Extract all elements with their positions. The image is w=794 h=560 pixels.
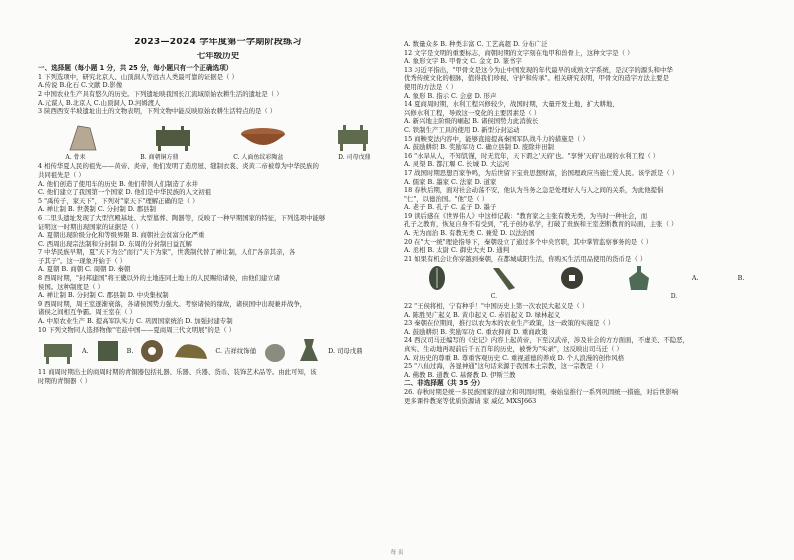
round-square-hole-coin-image bbox=[558, 264, 586, 292]
option-label: B. 商朝铜方鼎 bbox=[140, 153, 179, 161]
question-line: A. 无为而治 B. 有教无类 C. 兼爱 D. 以法治国 bbox=[404, 229, 535, 238]
jade-plate-image bbox=[93, 337, 123, 365]
painted-pottery-basin-image bbox=[238, 122, 288, 152]
option-label: C. 吉祥纹饰俑 bbox=[215, 346, 257, 355]
question-line: 子其子"。这一现象开始于（ ） bbox=[38, 256, 127, 265]
question-line: 14 夏商周时期，水利工程兴修较少，战国时期，大量开发土地，扩大耕地， bbox=[404, 100, 619, 109]
right-column bbox=[404, 40, 764, 405]
wine-vessel-image bbox=[294, 337, 324, 365]
question-line: C. 西周出现宗法制和分封制 D. 东周的分封制日益瓦解 bbox=[38, 239, 192, 248]
question-line: A. 鼓励耕织 B. 奖励军功 C. 重农抑商 D. 重商政策 bbox=[404, 327, 548, 336]
question-line: 3 陕西西安半坡遗址出土的文物表明，下列文物中能反映原始农耕生活特点的是（ ） bbox=[38, 107, 277, 116]
round-artifact-image bbox=[137, 337, 167, 365]
question-line: 18 春秋后期，面对社会动荡不安，他认为当务之急是处理好人与人之间的关系，为此他提倡 bbox=[404, 186, 664, 195]
option-label: B. bbox=[126, 346, 134, 355]
question-line: A. 夏朝 B. 商朝 C. 周朝 D. 秦朝 bbox=[38, 265, 131, 274]
option-label: D. 司母戊鼎 bbox=[328, 346, 363, 355]
question-line: A. 佛教 B. 道教 C. 基督教 D. 伊斯兰教 bbox=[404, 370, 516, 379]
question-line: A. 中原农业生产 B. 提高军队实力 C. 巩固国家统治 D. 加强封建专制 bbox=[38, 317, 233, 326]
question-line: 26. 春秋时期是统一多民族国家的建立和巩固时期，秦始皇推行一系列巩固统一措施，对后世影响 bbox=[404, 387, 679, 396]
question-line: A. 鼓励耕织 B. 奖励军功 C. 确立县制 D. 废除井田制 bbox=[404, 143, 554, 152]
question-line: 15 商鞅变法内容中，能够直接提高秦国军队战斗力的措施是（ ） bbox=[404, 134, 589, 143]
option-label: D. bbox=[670, 293, 678, 301]
question-line: 6 二里头遗址发现了大型宫殿基址、大型墓葬、陶器等，反映了一种早期国家的特征，下列选项中能够 bbox=[38, 213, 326, 222]
question-line: A. 灵渠 B. 都江堰 C. 长城 D. 大运河 bbox=[404, 160, 510, 169]
question-line: A. 儒家 B. 墨家 C. 法家 D. 道家 bbox=[404, 177, 497, 186]
exam-subtitle: 七年级历史 bbox=[196, 51, 240, 61]
question-line: 优秀传统文化的根脉，值得我们珍视、守护和传承"。相关研究表明，甲骨文的造字方法主要是 bbox=[404, 74, 669, 83]
question-line: 22 "王侯将相，宁有种乎！"中国历史上第一次农民大起义是（ ） bbox=[404, 302, 589, 311]
question-line: 19 读后感在《世界伟人》中这样记载："教育家之主张有教无类，为当时一种社会，而 bbox=[404, 211, 648, 220]
question-line: C. 铁制生产工具的使用 D. 新型分封运动 bbox=[404, 125, 520, 134]
q3-artifacts bbox=[38, 118, 398, 152]
bronze-ding-image bbox=[38, 337, 78, 365]
knife-coin-image bbox=[489, 264, 519, 292]
page-footer: 每 页 bbox=[390, 550, 404, 556]
question-line: 17 战国时期思想百家争鸣，为后世留下宝贵思想财富，治国理政应当施仁爱人民。该学派是（ ） bbox=[404, 168, 679, 177]
figurine-image bbox=[260, 337, 290, 365]
question-line: A. 禅让制 B. 分封制 C. 郡县制 D. 中央集权制 bbox=[38, 291, 169, 300]
question-line: 孔子之教育，恢复自身不有受到，"孔子创办私学，打破了贵族和王室垄断教育的局面，主张（ ） bbox=[404, 220, 678, 229]
question-line: A. 丞相 B. 太尉 C. 御史大夫 D. 通判 bbox=[404, 246, 510, 255]
question-line: 共同祖先是（ ） bbox=[38, 170, 85, 179]
option-label: A. 骨耒 bbox=[65, 153, 86, 161]
q3-labels bbox=[38, 154, 398, 163]
question-line: 8 西周时期，"封邦建国"将王畿以外的土地连同土地上的人民赐给诸侯，由他们建立诸 bbox=[38, 274, 281, 283]
question-line: A. 对历史的尊重 B. 尊重客观历史 C. 重视道德的养成 D. 个人浪漫的创作风格 bbox=[404, 353, 625, 362]
question-line: 4 相传华夏人民的祖先——黄帝、炎帝，他们发明了造房屋、缝制衣裳、炎黄二帝被尊为中华民族的 bbox=[38, 162, 319, 171]
option-label: A. bbox=[691, 274, 699, 283]
question-line: A. 禅让制 B. 世袭制 C. 分封制 D. 郡县制 bbox=[38, 205, 156, 214]
question-line: A. 象形文字 B. 甲骨文 C. 金文 D. 篆书字 bbox=[404, 57, 522, 66]
question-line: "仁"，以德治国。"他"是（ ） bbox=[404, 194, 489, 203]
section2-heading: 二、非选择题（共 35 分） bbox=[404, 379, 484, 388]
question-line: 5 "禹传子，家天下"，下列对"家天下"理解正确的是（ ） bbox=[38, 196, 199, 205]
shell-coin-image bbox=[424, 264, 450, 292]
q21-coins bbox=[404, 263, 764, 293]
question-line: 10 下列文物同人选择物像"宅兹中国——夏商周三代文明展"的是（ ） bbox=[38, 325, 236, 334]
question-line: 7 中华民族早期，夏"天下为公"而行"天下为家"，世袭制代替了禅让制，人们"各亲其亲，各 bbox=[38, 248, 296, 257]
spade-coin-image bbox=[625, 264, 653, 292]
question-line: 真实、生动地再现前后千五百年的历史，被誉为"实录"，这反映出司马迁（ ） bbox=[404, 345, 623, 353]
question-line: A.传说 B.化石 C.文献 D.影像 bbox=[38, 81, 123, 90]
question-line: 2 中国农业生产具有悠久的历史。下列遗址映我国长江流域原始农耕生活的遗址是（ ） bbox=[38, 89, 283, 98]
question-line: 12 文字是文明的重要标志，商朝时期的文字刻在龟甲和兽骨上，这种文字是（ ） bbox=[404, 48, 634, 57]
question-line: 使用的方法是（ ） bbox=[404, 82, 458, 91]
exam-title: 2023—2024 学年度第一学期阶段练习 bbox=[134, 38, 302, 47]
question-line: 11 商周时期出土的商周时期的青铜器包括礼器、乐器、兵器、货币、装饰艺术品等。由此可知，该 bbox=[38, 368, 317, 377]
option-label: A. bbox=[82, 346, 89, 355]
question-line: C. 他们建立了我国第一个国家 D. 他们是中华民族的人文初祖 bbox=[38, 188, 212, 197]
left-column bbox=[38, 38, 398, 385]
question-line: 20 在"大一统"理论指导下，秦朝设立了通过多个中央官职，其中掌管监察事务的是（ ） bbox=[404, 237, 653, 246]
bronze-square-vessel-image bbox=[148, 122, 198, 152]
question-line: A. 老子 B. 孔子 C. 孟子 D. 墨子 bbox=[404, 203, 497, 212]
question-line: A. 象形 B. 指示 C. 会意 D. 形声 bbox=[404, 91, 497, 100]
bone-tool-image bbox=[58, 122, 108, 152]
question-line: 兴修水利工程，导致这一变化的主要因素是（ ） bbox=[404, 108, 541, 117]
option-label: C. 人面鱼纹彩陶盆 bbox=[233, 153, 284, 161]
question-line: 侯国。这种制度是（ ） bbox=[38, 282, 104, 291]
question-line: A. 新兴地主阶级的崛起 B. 诸侯国势力此消彼长 bbox=[404, 117, 539, 126]
question-line: A.元谋人 B.北京人 C.山顶洞人 D.河姆渡人 bbox=[38, 98, 161, 107]
q21-labels bbox=[404, 293, 764, 302]
question-line: A. 他们创造了使用车的历史 B. 他们带领人们制造了水井 bbox=[38, 179, 199, 188]
question-line: 16 "水旱从人，不知饥馑，时无荒年，天下谓之'天府'也。"享誉'天府'出现的水利工程（ ） bbox=[404, 151, 660, 160]
question-line: 21 如果有机会让你穿越到秦朝，在都城咸阳生活，你购买生活用品使用的货币是（ ） bbox=[404, 254, 647, 263]
question-line: 诸侯之间相互争霸。周王室在（ ） bbox=[38, 308, 136, 317]
question-line: 9 西周时期，周王室逐渐衰落，各诸侯国势力强大。考察诸侯的缘故，诸侯国中出现兼并战争， bbox=[38, 299, 307, 308]
bronze-ding-image bbox=[328, 122, 378, 152]
question-line: 证明这一时期出现国家的证据是（ ） bbox=[38, 222, 143, 231]
question-line: 24 西汉司马迁编写的《史记》内容上起黄帝，下至汉武帝，涉及社会的方方面面，不虚美、不隐恶， bbox=[404, 336, 689, 345]
question-line: 更多课件教案等优质资源请 家 威亿 MXSJ663 bbox=[404, 396, 537, 405]
question-line: 23 秦朝在位期间，推行以农为本的农业生产政策，这一政策的实施是（ ） bbox=[404, 319, 615, 328]
option-label: C. bbox=[490, 293, 498, 301]
question-line: A. 夏朝出现阶级分化和等级界限 B. 商朝社会贫富分化严重 bbox=[38, 231, 205, 240]
question-line: 时期的青铜器（ ） bbox=[38, 376, 92, 385]
question-line: 13 习近平指出，"甲骨文是这今为止中国发现的年代最早的成熟文字系统，是汉字的源头和中华 bbox=[404, 65, 673, 74]
q10-artifacts bbox=[38, 336, 398, 366]
option-label: D. 司母戊鼎 bbox=[338, 153, 371, 161]
question-line: A. 数量众多 B. 种类丰富 C. 工艺高超 D. 分布广泛 bbox=[404, 40, 548, 48]
question-line: 25 "八仙过海，各显神通"这句话来源于我国本土宗教，这一宗教是（ ） bbox=[404, 362, 608, 371]
option-label: B. bbox=[737, 274, 745, 283]
question-line: 1 下列选项中，研究北京人、山顶洞人等远古人类最可靠的证据是（ ） bbox=[38, 72, 238, 81]
question-line: A. 陈胜吴广起义 B. 黄巾起义 C. 赤眉起义 D. 绿林起义 bbox=[404, 310, 561, 319]
section1-heading: 一、选择题（每小题 1 分，共 25 分，每小题只有一个正确选项） bbox=[38, 64, 233, 73]
bronze-animal-image bbox=[171, 337, 211, 365]
